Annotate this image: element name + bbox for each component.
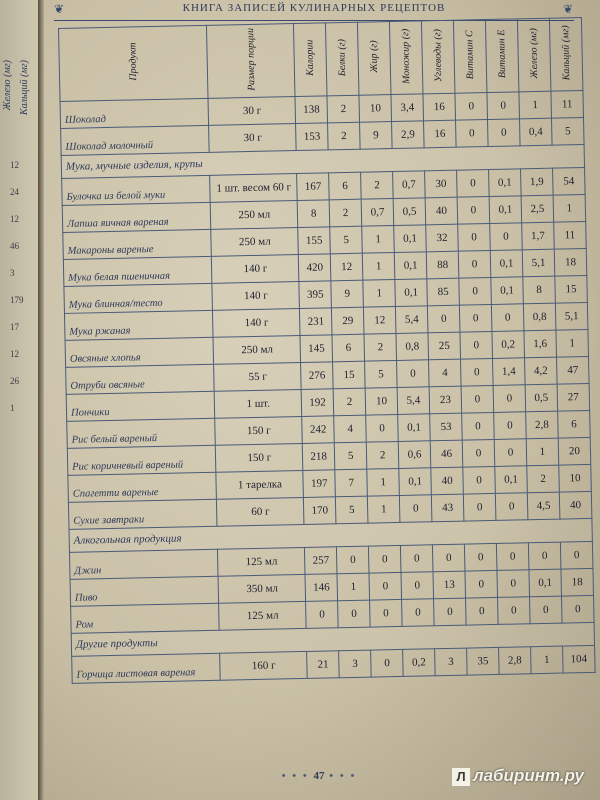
product-name-cell: Мука ржаная — [64, 310, 213, 340]
portion-cell: 150 г — [216, 443, 303, 472]
left-page-column-calcium: Кальций (мг) — [19, 60, 30, 115]
value-cell: 0 — [369, 545, 402, 573]
value-cell: 5 — [336, 496, 369, 524]
value-cell: 0 — [561, 595, 594, 623]
value-cell: 0 — [491, 304, 524, 332]
value-cell: 0 — [495, 493, 528, 521]
value-cell: 0,1 — [495, 466, 528, 494]
portion-cell: 250 мл — [213, 335, 300, 364]
value-cell: 0,2 — [492, 331, 525, 359]
product-name-cell: Рис белый вареный — [67, 418, 216, 448]
value-cell: 0 — [399, 495, 432, 523]
value-cell: 1,4 — [493, 358, 526, 386]
product-name-cell: Лапша яичная вареная — [62, 202, 211, 232]
value-cell: 0,1 — [489, 196, 522, 224]
value-cell: 1,7 — [522, 222, 555, 250]
value-cell: 46 — [430, 440, 463, 468]
value-cell: 13 — [433, 571, 466, 599]
header-carbs: Углеводы (г) — [422, 20, 455, 94]
value-cell: 0,8 — [396, 333, 429, 361]
value-cell: 145 — [300, 335, 333, 363]
value-cell: 0 — [493, 385, 526, 413]
value-cell: 54 — [553, 168, 586, 196]
product-name-cell: Мука белая пшеничная — [63, 256, 212, 286]
value-cell: 9 — [360, 122, 393, 150]
value-cell: 5 — [551, 118, 584, 146]
value-cell: 0 — [530, 596, 563, 624]
value-cell: 0 — [494, 439, 527, 467]
value-cell: 0 — [488, 119, 521, 147]
value-cell: 0 — [462, 412, 495, 440]
value-cell: 0 — [466, 597, 499, 625]
value-cell: 1 — [367, 468, 400, 496]
value-cell: 88 — [426, 251, 459, 279]
value-cell: 1 — [337, 573, 370, 601]
value-cell: 15 — [555, 275, 588, 303]
value-cell: 0 — [402, 599, 435, 627]
value-cell: 43 — [431, 494, 464, 522]
value-cell: 5,1 — [522, 249, 555, 277]
left-page-number: 1 — [10, 403, 15, 413]
header-calories: Калории — [294, 23, 327, 97]
value-cell: 104 — [563, 645, 596, 673]
value-cell: 0,1 — [490, 250, 523, 278]
value-cell: 0 — [460, 331, 493, 359]
value-cell: 5,4 — [397, 387, 430, 415]
value-cell: 0 — [306, 601, 339, 629]
value-cell: 6 — [558, 410, 591, 438]
portion-cell: 1 шт. весом 60 г — [210, 174, 297, 203]
value-cell: 5,1 — [555, 302, 588, 330]
value-cell: 0 — [461, 358, 494, 386]
value-cell: 1,9 — [521, 168, 554, 196]
value-cell: 23 — [429, 386, 462, 414]
value-cell: 7 — [335, 469, 368, 497]
left-page-number: 3 — [10, 268, 15, 278]
portion-cell: 150 г — [215, 416, 302, 445]
value-cell: 0 — [490, 223, 523, 251]
product-name-cell: Рис коричневый вареный — [67, 445, 216, 475]
value-cell: 40 — [431, 467, 464, 495]
value-cell: 146 — [305, 574, 338, 602]
value-cell: 8 — [297, 200, 330, 228]
product-name-cell: Отруби овсяные — [66, 364, 215, 394]
table-header-row — [59, 18, 583, 102]
value-cell: 1 — [531, 646, 564, 674]
value-cell: 85 — [427, 278, 460, 306]
value-cell: 0,5 — [393, 198, 426, 226]
value-cell: 47 — [556, 356, 589, 384]
value-cell: 0,1 — [491, 277, 524, 305]
value-cell: 0 — [432, 544, 465, 572]
value-cell: 3 — [435, 648, 468, 676]
value-cell: 0,1 — [398, 414, 431, 442]
value-cell: 4,5 — [527, 492, 560, 520]
page-number: • • • 47 • • • — [281, 770, 357, 782]
value-cell: 2 — [364, 333, 397, 361]
left-page-number: 17 — [10, 322, 19, 332]
value-cell: 2,8 — [526, 411, 559, 439]
value-cell: 192 — [301, 389, 334, 417]
header-vitamin-c: Витамин С — [453, 20, 486, 94]
left-page-number: 179 — [10, 295, 24, 305]
section-title: Алкогольная продукция — [69, 518, 592, 552]
value-cell: 197 — [303, 470, 336, 498]
value-cell: 5 — [334, 442, 367, 470]
value-cell: 0 — [370, 599, 403, 627]
value-cell: 6 — [329, 172, 362, 200]
value-cell: 16 — [424, 120, 457, 148]
publisher-watermark — [452, 766, 584, 786]
value-cell: 0 — [458, 250, 491, 278]
value-cell: 0 — [455, 93, 488, 121]
left-page-number: 12 — [10, 214, 19, 224]
value-cell: 12 — [330, 253, 363, 281]
value-cell: 1 — [362, 226, 395, 254]
portion-cell: 1 тарелка — [216, 470, 303, 499]
value-cell: 0,1 — [529, 569, 562, 597]
left-page-number: 24 — [10, 187, 19, 197]
value-cell: 1 — [363, 279, 396, 307]
product-name-cell: Ром — [71, 603, 220, 633]
value-cell: 15 — [333, 361, 366, 389]
value-cell: 0 — [456, 120, 489, 148]
value-cell: 0,1 — [399, 468, 432, 496]
value-cell: 21 — [307, 651, 340, 679]
value-cell: 0 — [401, 545, 434, 573]
value-cell: 0 — [487, 92, 520, 120]
left-page-number: 46 — [10, 241, 19, 251]
value-cell: 1 — [519, 91, 552, 119]
portion-cell: 55 г — [214, 362, 301, 391]
value-cell: 2 — [327, 95, 360, 123]
section-title: Мука, мучные изделия, крупы — [61, 145, 584, 179]
portion-cell: 60 г — [217, 497, 304, 526]
value-cell: 1 — [553, 194, 586, 222]
value-cell: 0 — [463, 466, 496, 494]
value-cell: 0 — [461, 385, 494, 413]
value-cell: 0,1 — [394, 225, 427, 253]
book-page — [44, 0, 600, 800]
portion-cell: 125 мл — [218, 547, 305, 576]
header-vitamin-e: Витамин Е — [485, 19, 518, 93]
product-name-cell: Овсяные хлопья — [65, 337, 214, 367]
value-cell: 0 — [496, 543, 529, 571]
portion-cell: 1 шт. — [215, 389, 302, 418]
value-cell: 27 — [557, 383, 590, 411]
nutrition-table — [58, 17, 596, 684]
value-cell: 153 — [296, 123, 329, 151]
value-cell: 4,2 — [525, 357, 558, 385]
value-cell: 1,6 — [524, 330, 557, 358]
value-cell: 0 — [464, 543, 497, 571]
value-cell: 0 — [369, 572, 402, 600]
value-cell: 0 — [338, 600, 371, 628]
value-cell: 16 — [423, 93, 456, 121]
value-cell: 8 — [523, 276, 556, 304]
value-cell: 0 — [459, 277, 492, 305]
portion-cell: 125 мл — [219, 601, 306, 630]
value-cell: 0 — [462, 439, 495, 467]
value-cell: 0 — [465, 570, 498, 598]
value-cell: 4 — [429, 359, 462, 387]
value-cell: 12 — [364, 306, 397, 334]
value-cell: 4 — [334, 415, 367, 443]
value-cell: 138 — [295, 96, 328, 124]
product-name-cell: Макароны вареные — [63, 229, 212, 259]
product-name-cell: Мука блинная/тесто — [64, 283, 213, 313]
ornament-left-icon: ❦ — [54, 2, 66, 16]
value-cell: 0 — [463, 493, 496, 521]
left-page-edge — [0, 0, 39, 800]
value-cell: 2 — [366, 441, 399, 469]
value-cell: 40 — [425, 197, 458, 225]
value-cell: 0 — [457, 197, 490, 225]
value-cell: 0,4 — [520, 118, 553, 146]
value-cell: 276 — [301, 362, 334, 390]
value-cell: 9 — [331, 280, 364, 308]
value-cell: 2,9 — [392, 121, 425, 149]
product-name-cell: Пончики — [66, 391, 215, 421]
portion-cell: 140 г — [212, 282, 299, 311]
value-cell: 18 — [561, 568, 594, 596]
labirint-logo-icon: Л — [452, 768, 470, 786]
portion-cell: 30 г — [208, 97, 295, 126]
value-cell: 10 — [359, 95, 392, 123]
value-cell: 2 — [329, 199, 362, 227]
value-cell: 0 — [434, 598, 467, 626]
portion-cell: 30 г — [209, 124, 296, 153]
value-cell: 0 — [371, 649, 404, 677]
left-page-column-iron: Железо (мг) — [2, 60, 13, 111]
value-cell: 1 — [526, 438, 559, 466]
value-cell: 231 — [300, 308, 333, 336]
value-cell: 420 — [299, 254, 332, 282]
portion-cell: 160 г — [220, 651, 307, 680]
left-page-number: 12 — [10, 349, 19, 359]
product-name-cell: Спагетти вареные — [68, 472, 217, 502]
value-cell: 10 — [559, 464, 592, 492]
watermark-text: лабиринт.ру — [473, 766, 584, 785]
value-cell: 25 — [428, 332, 461, 360]
section-title: Другие продукты — [71, 622, 594, 656]
value-cell: 1 — [362, 253, 395, 281]
product-name-cell: Шоколад молочный — [61, 125, 210, 155]
value-cell: 5,4 — [396, 306, 429, 334]
value-cell: 30 — [425, 170, 458, 198]
portion-cell: 250 мл — [211, 228, 298, 257]
header-monofat: Моножир (г) — [390, 21, 423, 95]
value-cell: 0,1 — [394, 252, 427, 280]
value-cell: 0 — [560, 541, 593, 569]
value-cell: 2 — [527, 465, 560, 493]
value-cell: 1 — [368, 495, 401, 523]
value-cell: 0,1 — [489, 169, 522, 197]
value-cell: 0 — [366, 414, 399, 442]
value-cell: 6 — [332, 334, 365, 362]
value-cell: 2 — [361, 172, 394, 200]
value-cell: 0 — [457, 170, 490, 198]
left-page-number: 12 — [10, 160, 19, 170]
value-cell: 20 — [558, 437, 591, 465]
product-name-cell: Шоколад — [60, 98, 209, 128]
header-product: Продукт — [59, 25, 209, 101]
header-portion: Размер порции — [207, 24, 295, 99]
value-cell: 2,8 — [499, 647, 532, 675]
value-cell: 257 — [305, 547, 338, 575]
value-cell: 35 — [467, 647, 500, 675]
left-page-number: 26 — [10, 376, 19, 386]
value-cell: 0,7 — [361, 199, 394, 227]
value-cell: 0 — [337, 546, 370, 574]
ornament-right-icon: ❦ — [562, 2, 574, 16]
portion-cell: 350 мл — [218, 574, 305, 603]
page-number-value: 47 — [313, 770, 325, 782]
value-cell: 10 — [365, 387, 398, 415]
header-iron: Железо (мг) — [517, 18, 550, 92]
value-cell: 395 — [299, 281, 332, 309]
product-name-cell: Сухие завтраки — [68, 499, 217, 529]
value-cell: 2 — [333, 388, 366, 416]
value-cell: 0 — [459, 304, 492, 332]
value-cell: 0,2 — [403, 649, 436, 677]
value-cell: 3 — [339, 650, 372, 678]
value-cell: 0,1 — [395, 279, 428, 307]
header-protein: Белки (г) — [326, 22, 359, 96]
value-cell: 0 — [528, 542, 561, 570]
value-cell: 1 — [556, 329, 589, 357]
value-cell: 2 — [328, 122, 361, 150]
value-cell: 3,4 — [391, 94, 424, 122]
product-name-cell: Джин — [69, 549, 218, 579]
value-cell: 155 — [298, 227, 331, 255]
value-cell: 0,6 — [398, 441, 431, 469]
value-cell: 0,7 — [393, 171, 426, 199]
value-cell: 0 — [427, 305, 460, 333]
value-cell: 0 — [497, 570, 530, 598]
value-cell: 170 — [304, 497, 337, 525]
value-cell: 0 — [401, 572, 434, 600]
value-cell: 5 — [330, 226, 363, 254]
value-cell: 18 — [554, 248, 587, 276]
product-name-cell: Пиво — [70, 576, 219, 606]
portion-cell: 140 г — [213, 309, 300, 338]
value-cell: 53 — [430, 413, 463, 441]
product-name-cell: Горчица листовая вареная — [72, 653, 221, 683]
value-cell: 32 — [426, 224, 459, 252]
portion-cell: 140 г — [212, 255, 299, 284]
value-cell: 0 — [494, 412, 527, 440]
value-cell: 40 — [559, 491, 592, 519]
table-body — [60, 91, 595, 684]
value-cell: 5 — [365, 360, 398, 388]
value-cell: 0,8 — [523, 303, 556, 331]
portion-cell: 250 мл — [211, 201, 298, 230]
product-name-cell: Булочка из белой муки — [62, 175, 211, 205]
value-cell: 11 — [554, 221, 587, 249]
header-fat: Жир (г) — [358, 22, 391, 96]
value-cell: 2,5 — [521, 195, 554, 223]
value-cell: 29 — [332, 307, 365, 335]
value-cell: 0,5 — [525, 384, 558, 412]
value-cell: 0 — [458, 224, 491, 252]
value-cell: 167 — [297, 173, 330, 201]
header-calcium: Кальций (мг) — [549, 18, 583, 92]
value-cell: 218 — [302, 443, 335, 471]
value-cell: 242 — [302, 416, 335, 444]
value-cell: 0 — [498, 597, 531, 625]
running-head-title: КНИГА ЗАПИСЕЙ КУЛИНАРНЫХ РЕЦЕПТОВ — [182, 2, 446, 14]
value-cell: 0 — [397, 360, 430, 388]
value-cell: 11 — [551, 91, 584, 119]
